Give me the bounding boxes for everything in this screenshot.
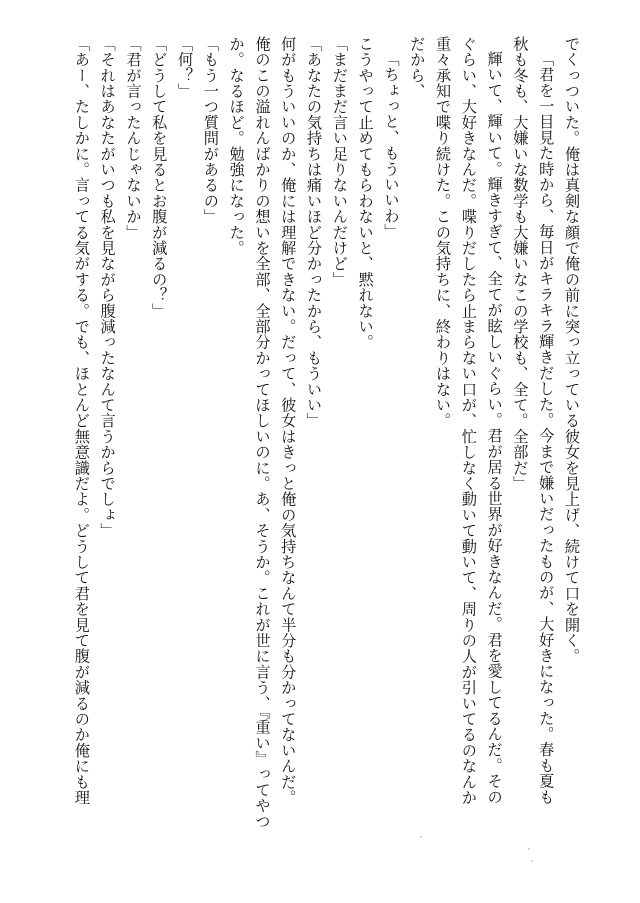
text-line-10: 「まだまだ言い足りないんだけど」 [330, 36, 349, 288]
text-line-5: ぐらい、大好きなんだ。喋りだしたら止まらない口が、忙しなく動いて動いて、周りの人が引いてるのなんか [459, 36, 478, 806]
text-line-4: 輝いて、輝いて。輝きすぎて、全てが眩しいぐらい。君が居る世界が好きなんだ。君を愛してるんだ。その [485, 51, 504, 805]
text-line-20: 「あー、たしかに。言ってる気がする。でも、ほとんど無意識だよ。どうして君を見て腹が減るのか俺にも理 [72, 36, 91, 806]
text-line-17: 「どうして私を見るとお腹が減るの？」 [150, 36, 169, 319]
text-line-11: 「あなたの気持ちは痛いほど分かったから、もういい」 [305, 36, 324, 429]
text-line-2: 「君を一目見た時から、毎日がキラキラ輝きだした。今まで嫌いだったものが、大好きになった。春も夏も [537, 51, 556, 805]
text-line-19: 「それはあなたがいつも私を見ながら腹減ったなんて言うからでしょ」 [98, 36, 117, 539]
text-line-15: 「もう一つ質問があるの」 [201, 36, 220, 225]
text-line-7: だから、 [408, 36, 427, 99]
vertical-text-body [64, 36, 584, 830]
text-line-18: 「君が言ったんじゃないか」 [124, 36, 143, 241]
text-line-3: 秋も冬も、大嫌いな数学も大嫌いなこの学校も、全て。全部だ」 [511, 36, 530, 492]
scan-speck [531, 860, 533, 862]
text-line-16: 「何？」 [176, 36, 195, 99]
text-line-13: 俺のこの溢れんばかりの想いを全部、全部分かってほしいのに。あ、そうか。これが世に言う、『重い』ってやつ [253, 36, 272, 830]
text-line-9: こうやって止めてもらわないと、黙れない。 [356, 36, 375, 350]
scan-speck [420, 836, 422, 838]
text-line-14: か。なるほど。勉強になった。 [227, 36, 246, 256]
scan-speck [528, 848, 530, 850]
text-line-8: 「ちょっと、もういいわ」 [382, 51, 401, 240]
text-line-12: 何がもういいのか、俺には理解できない。だって、彼女はきっと俺の気持ちなんて半分も分かってないんだ。 [279, 36, 298, 806]
text-line-6: 重々承知で喋り続けた。この気持ちに、終わりはない。 [434, 36, 453, 429]
text-line-1: でくっついた。俺は真剣な顔で俺の前に突っ立っている彼女を見上げ、続けて口を開く。 [563, 36, 581, 664]
